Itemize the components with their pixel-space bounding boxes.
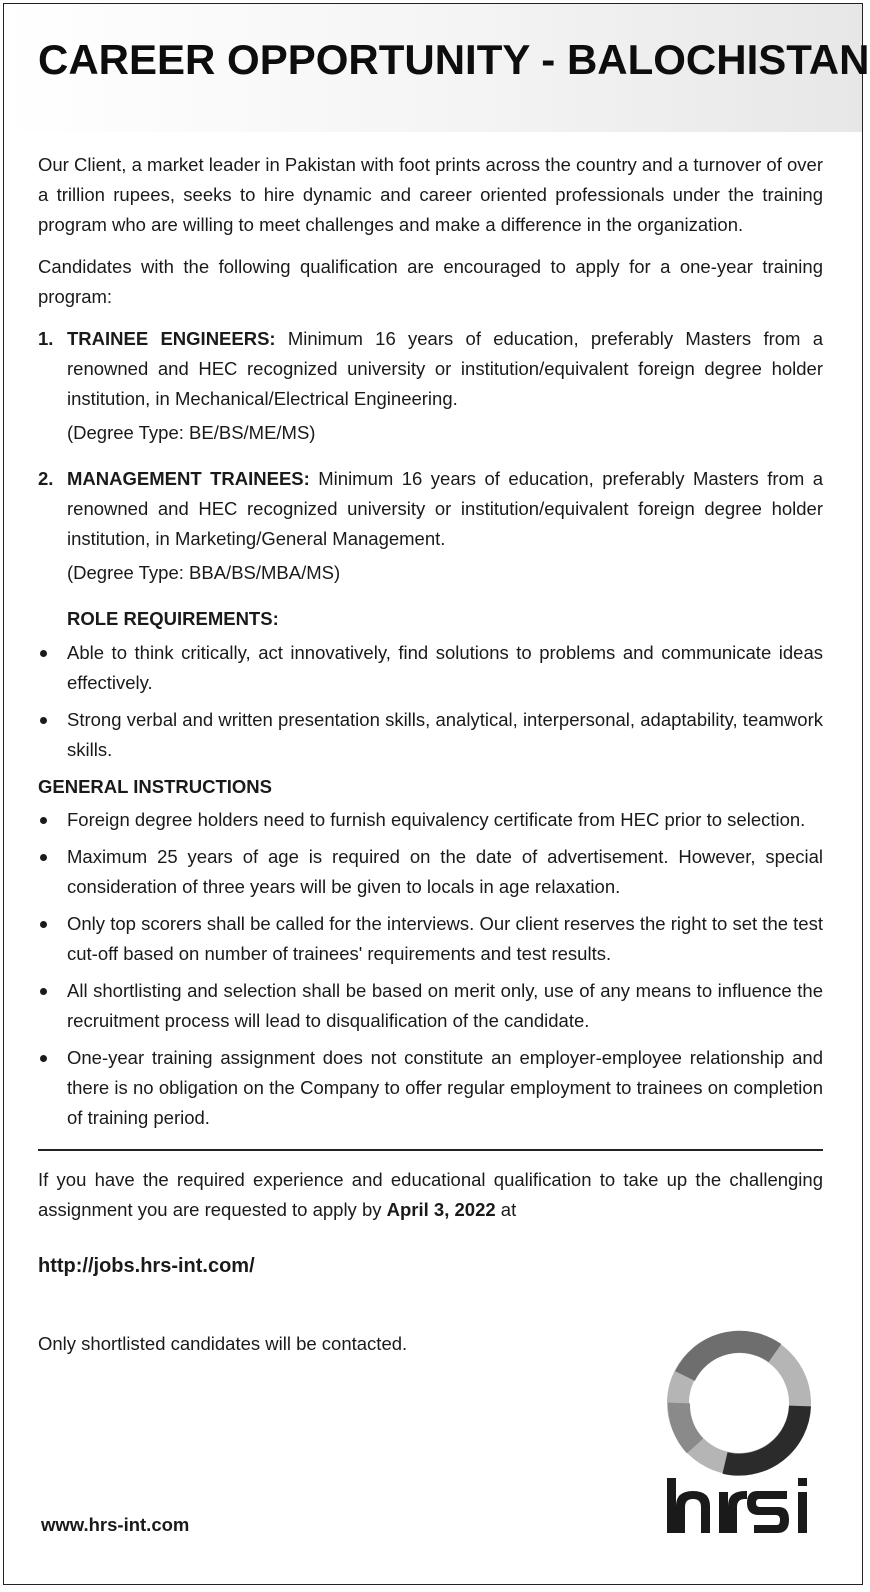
candidates-paragraph: Candidates with the following qualification are encouraged to apply for a one-year training program: — [38, 256, 823, 307]
position-item — [38, 464, 823, 588]
bullet-icon — [40, 988, 47, 995]
ad-body — [38, 150, 823, 1359]
apply-deadline: April 3, 2022 — [386, 1199, 496, 1220]
bullet-icon — [40, 817, 47, 824]
page-title: CAREER OPPORTUNITY - BALOCHISTAN — [38, 36, 870, 83]
general-instructions-list — [38, 805, 823, 1133]
footer-website-link[interactable]: www.hrs-int.com — [41, 1514, 190, 1535]
position-description — [38, 324, 823, 414]
list-item — [38, 842, 823, 902]
list-item — [38, 705, 823, 765]
position-description — [38, 464, 823, 554]
list-item — [38, 1043, 823, 1133]
logo-ring-icon — [678, 1342, 800, 1465]
list-item-text: All shortlisting and selection shall be based on merit only, use of any means to influence the recruitment process will lead to disqualification of the candidate. — [67, 980, 823, 1031]
role-requirements-heading: ROLE REQUIREMENTS: — [67, 608, 279, 629]
apply-text: If you have the required experience and educational qualification to take up the challenging assignment you are requested to apply by — [38, 1169, 823, 1220]
position-title: TRAINEE ENGINEERS: — [67, 328, 276, 349]
list-item — [38, 638, 823, 698]
hrsi-logo — [655, 1328, 825, 1543]
bullet-icon — [40, 854, 47, 861]
apply-link[interactable]: http://jobs.hrs-int.com/ — [38, 1255, 255, 1277]
bullet-icon — [40, 650, 47, 657]
position-text: Minimum 16 years of education, preferably Masters from a renowned and HEC recognized university or institution/equivalent foreign degree holder institution, in Mechanical/Electrical Engineering. — [67, 328, 824, 409]
intro-paragraph: Our Client, a market leader in Pakistan with foot prints across the country and a turnover of over a trillion rupees, seeks to hire dynamic and career oriented professionals under the training program who are willing to meet challenges and make a difference in the organization. — [38, 154, 823, 235]
degree-type: (Degree Type: BBA/BS/MBA/MS) — [67, 562, 341, 583]
list-item-text: Able to think critically, act innovatively, find solutions to problems and communicate ideas effectively. — [67, 642, 823, 693]
general-instructions-heading: GENERAL INSTRUCTIONS — [38, 776, 273, 797]
position-item — [38, 324, 823, 448]
logo-wordmark — [667, 1478, 807, 1533]
apply-text-end: at — [495, 1199, 517, 1220]
position-number: 2. — [38, 468, 54, 489]
list-item — [38, 805, 823, 835]
bullet-icon — [40, 921, 47, 928]
position-title: MANAGEMENT TRAINEES: — [67, 468, 310, 489]
list-item-text: Maximum 25 years of age is required on the date of advertisement. However, special consideration of three years will be given to locals in age relaxation. — [67, 846, 823, 897]
shortlist-note: Only shortlisted candidates will be contacted. — [38, 1333, 408, 1354]
degree-type: (Degree Type: BE/BS/ME/MS) — [67, 422, 316, 443]
bullet-icon — [40, 717, 47, 724]
position-number: 1. — [38, 328, 54, 349]
position-text: Minimum 16 years of education, preferably Masters from a renowned and HEC recognized university or institution/equivalent foreign degree holder institution, in Marketing/General Management. — [67, 468, 823, 549]
list-item — [38, 909, 823, 969]
role-requirements-list — [38, 638, 823, 765]
bullet-icon — [40, 1055, 47, 1062]
list-item-text: One-year training assignment does not constitute an employer-employee relationship and there is no obligation on the Company to offer regular employment to trainees on completion of training period. — [67, 1047, 823, 1128]
apply-paragraph — [38, 1165, 823, 1225]
list-item-text: Foreign degree holders need to furnish equivalency certificate from HEC prior to selection. — [67, 809, 806, 830]
divider — [38, 1149, 823, 1151]
list-item-text: Strong verbal and written presentation skills, analytical, interpersonal, adaptability, teamwork skills. — [67, 709, 823, 760]
list-item — [38, 976, 823, 1036]
list-item-text: Only top scorers shall be called for the interviews. Our client reserves the right to set the test cut-off based on number of trainees' requirements and test results. — [67, 913, 823, 964]
